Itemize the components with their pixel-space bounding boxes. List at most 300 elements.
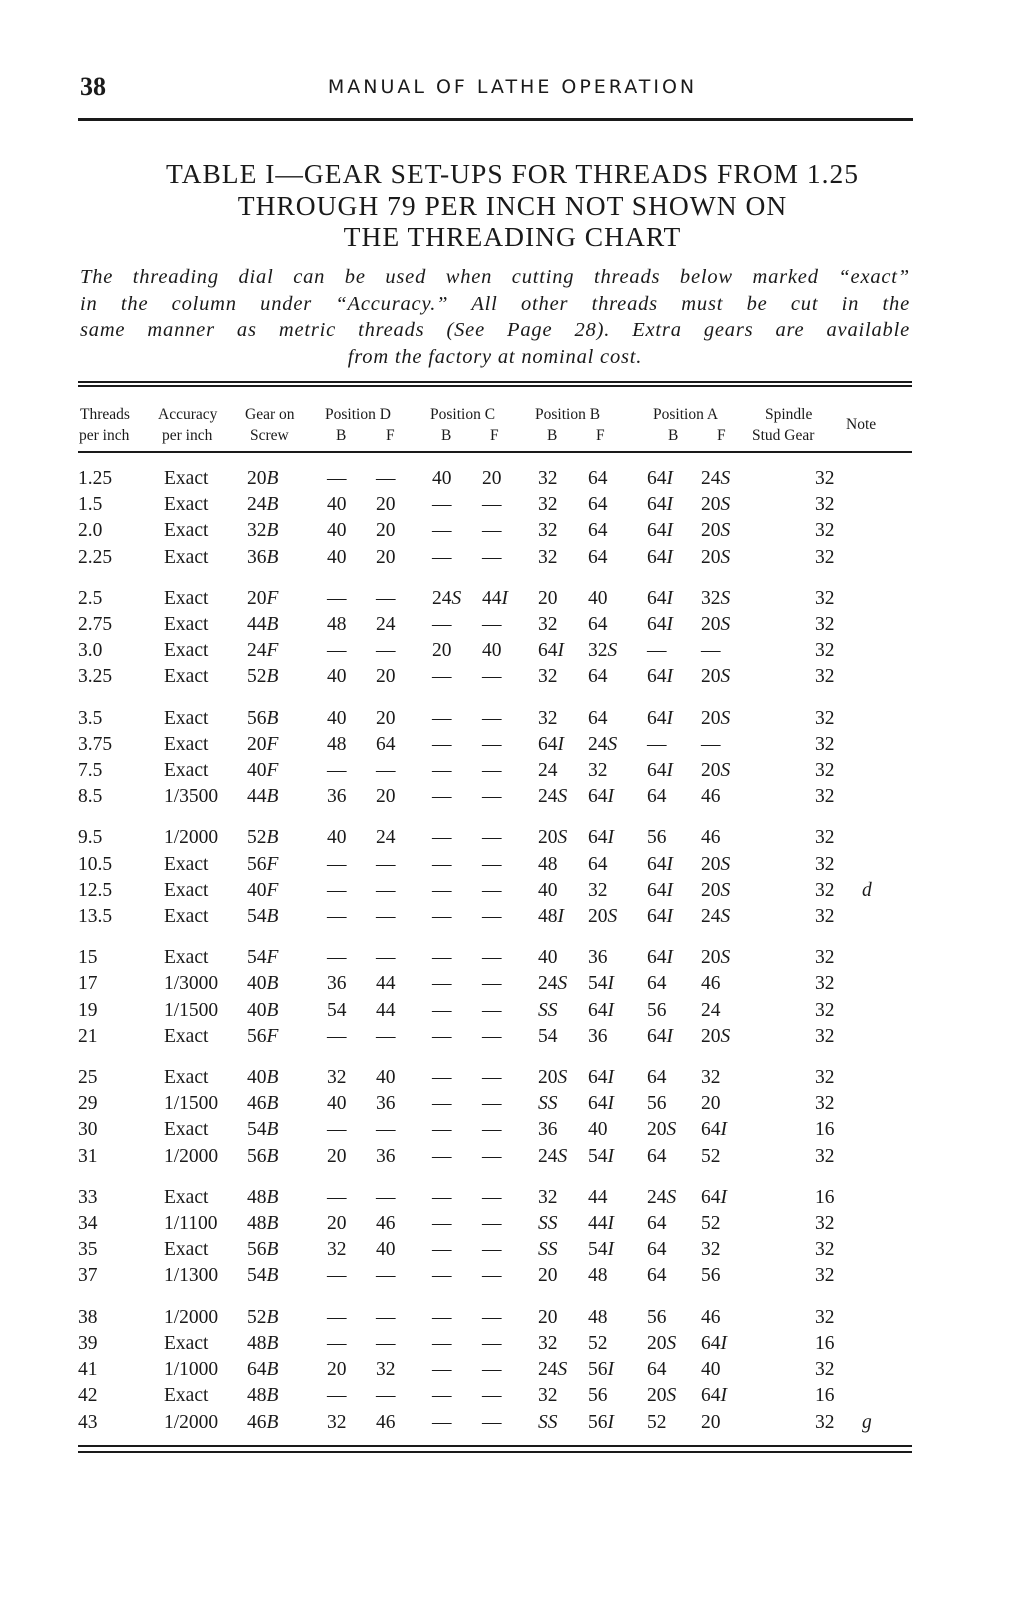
table-bottom-rule — [78, 1451, 912, 1453]
cell-position-d-b: 48 — [327, 614, 347, 636]
cell-stud-gear: 32 — [815, 786, 835, 808]
cell-accuracy: 1/2000 — [164, 1411, 219, 1433]
cell-stud-gear: 32 — [815, 1411, 835, 1433]
cell-position-a-b: 52 — [647, 1411, 667, 1433]
cell-position-b-f: 56 — [588, 1385, 608, 1407]
cell-position-a-f: 64I — [701, 1119, 727, 1141]
cell-position-d-f: 36 — [376, 1093, 396, 1115]
cell-position-a-f: 20S — [701, 879, 731, 901]
table-row — [78, 466, 910, 492]
cell-stud-gear: 32 — [815, 614, 835, 636]
cell-position-b-f: 56I — [588, 1411, 614, 1433]
cell-position-a-b: 20S — [647, 1385, 677, 1407]
cell-note — [862, 545, 910, 571]
cell-accuracy: 1/1000 — [164, 1359, 219, 1381]
cell-position-a-f: 20 — [701, 1411, 721, 1433]
cell-accuracy: Exact — [164, 879, 209, 901]
cell-note — [862, 904, 910, 930]
cell-position-b-b: 20S — [538, 827, 568, 849]
table-top-rule — [78, 385, 912, 387]
cell-position-d-f: — — [376, 1025, 396, 1047]
table-row — [78, 998, 910, 1024]
cell-position-c-f: — — [482, 1213, 502, 1235]
cell-position-d-f: 20 — [376, 666, 396, 688]
cell-position-b-f: 36 — [588, 1025, 608, 1047]
cell-threads: 34 — [78, 1213, 98, 1235]
intro-line: The threading dial can be used when cutting threads below marked “exact” — [80, 266, 910, 288]
table-row — [78, 612, 910, 638]
cell-accuracy: 1/1100 — [164, 1213, 218, 1235]
cell-gear-on-screw: 56F — [247, 1025, 279, 1047]
cell-position-c-b: 24S — [432, 587, 462, 609]
cell-gear-on-screw: 54B — [247, 1265, 279, 1287]
cell-position-d-f: 32 — [376, 1359, 396, 1381]
cell-position-a-b: 64 — [647, 1213, 667, 1235]
header-accuracy: Accuracy — [158, 406, 218, 423]
cell-position-b-f: 64I — [588, 999, 614, 1021]
cell-position-d-b: — — [327, 879, 347, 901]
cell-position-d-f: 20 — [376, 707, 396, 729]
cell-threads: 1.5 — [78, 494, 103, 516]
cell-position-a-b: 64I — [647, 879, 673, 901]
table-row — [78, 784, 910, 810]
cell-position-a-b: 64I — [647, 468, 673, 489]
cell-stud-gear: 32 — [815, 1145, 835, 1167]
cell-position-b-f: 64 — [588, 707, 608, 729]
cell-stud-gear: 32 — [815, 546, 835, 568]
cell-position-b-b: 24S — [538, 1145, 568, 1167]
cell-stud-gear: 16 — [815, 1186, 835, 1208]
cell-position-c-f: — — [482, 999, 502, 1021]
cell-position-d-b: — — [327, 906, 347, 928]
cell-stud-gear: 32 — [815, 640, 835, 662]
cell-position-a-b: 64I — [647, 760, 673, 782]
cell-position-c-f: — — [482, 1119, 502, 1141]
cell-position-c-b: — — [432, 1306, 452, 1328]
cell-threads: 37 — [78, 1265, 98, 1287]
cell-gear-on-screw: 52B — [247, 1306, 279, 1328]
table-row — [78, 1091, 910, 1117]
cell-position-d-f: 44 — [376, 973, 396, 995]
cell-position-d-f: 44 — [376, 999, 396, 1021]
cell-stud-gear: 32 — [815, 707, 835, 729]
cell-gear-on-screw: 44B — [247, 786, 279, 808]
header-threads: Threads — [80, 406, 130, 423]
cell-gear-on-screw: 48B — [247, 1213, 279, 1235]
cell-position-a-f: 20 — [701, 1093, 721, 1115]
cell-position-a-f: 24S — [701, 906, 731, 928]
cell-position-a-b: 64 — [647, 973, 667, 995]
cell-position-a-b: 64I — [647, 666, 673, 688]
cell-position-c-f: — — [482, 1385, 502, 1407]
table-row — [78, 852, 910, 878]
table-row — [78, 1331, 910, 1357]
cell-note: d — [862, 879, 872, 901]
table-row — [78, 1024, 910, 1050]
cell-position-a-b: 64 — [647, 1239, 667, 1261]
cell-note — [862, 732, 910, 758]
cell-position-d-f: 46 — [376, 1213, 396, 1235]
cell-position-a-b: 64 — [647, 1265, 667, 1287]
table-title-line: TABLE I—GEAR SET-UPS FOR THREADS FROM 1.25 — [165, 158, 860, 189]
table-row — [78, 1211, 910, 1237]
table-row — [78, 518, 910, 544]
cell-position-c-b: — — [432, 546, 452, 568]
cell-position-a-f: 56 — [701, 1265, 721, 1287]
cell-position-c-f: 44I — [482, 587, 508, 609]
cell-stud-gear: 32 — [815, 1306, 835, 1328]
cell-position-a-b: — — [647, 733, 667, 755]
cell-position-a-f: 20S — [701, 853, 731, 875]
table-row — [78, 1263, 910, 1289]
cell-accuracy: Exact — [164, 947, 209, 969]
cell-position-b-b: 32 — [538, 1385, 558, 1407]
cell-accuracy: Exact — [164, 1025, 209, 1047]
cell-threads: 25 — [78, 1067, 98, 1089]
cell-position-b-b: 64I — [538, 733, 564, 755]
cell-position-d-f: 24 — [376, 827, 396, 849]
cell-position-b-f: 20S — [588, 906, 618, 928]
cell-position-c-b: 40 — [432, 468, 452, 489]
cell-position-b-f: 54I — [588, 973, 614, 995]
cell-gear-on-screw: 56F — [247, 853, 279, 875]
cell-position-a-b: 64 — [647, 1359, 667, 1381]
cell-note — [862, 1357, 910, 1383]
cell-position-b-f: 64 — [588, 853, 608, 875]
cell-stud-gear: 32 — [815, 879, 835, 901]
cell-position-d-b: — — [327, 1385, 347, 1407]
table-title — [0, 158, 1025, 253]
header-f: F — [596, 427, 605, 444]
cell-stud-gear: 32 — [815, 1067, 835, 1089]
cell-position-a-f: 46 — [701, 827, 721, 849]
cell-stud-gear: 32 — [815, 1213, 835, 1235]
cell-position-c-f: — — [482, 947, 502, 969]
cell-note — [862, 571, 910, 612]
cell-position-b-b: SS — [538, 1239, 558, 1261]
cell-gear-on-screw: 46B — [247, 1093, 279, 1115]
cell-note — [862, 784, 910, 810]
cell-position-d-b: 20 — [327, 1359, 347, 1381]
cell-position-c-f: — — [482, 666, 502, 688]
cell-position-a-f: 24S — [701, 468, 731, 489]
cell-position-c-b: — — [432, 973, 452, 995]
cell-position-d-b: 32 — [327, 1067, 347, 1089]
cell-stud-gear: 32 — [815, 1093, 835, 1115]
cell-position-a-b: 64 — [647, 1145, 667, 1167]
table-row — [78, 758, 910, 784]
cell-position-c-b: — — [432, 1385, 452, 1407]
cell-gear-on-screw: 56B — [247, 1145, 279, 1167]
cell-position-b-b: 32 — [538, 707, 558, 729]
cell-position-b-f: 40 — [588, 1119, 608, 1141]
cell-threads: 43 — [78, 1411, 98, 1433]
cell-stud-gear: 16 — [815, 1385, 835, 1407]
header-position-a: Position A — [653, 406, 719, 423]
cell-position-b-b: SS — [538, 1213, 558, 1235]
cell-gear-on-screw: 48B — [247, 1332, 279, 1354]
header-position-d: Position D — [325, 406, 391, 423]
cell-gear-on-screw: 32B — [247, 520, 279, 542]
cell-position-d-f: — — [376, 1265, 396, 1287]
cell-position-c-f: — — [482, 786, 502, 808]
cell-position-c-b: — — [432, 1145, 452, 1167]
cell-position-c-b: — — [432, 1186, 452, 1208]
cell-accuracy: Exact — [164, 520, 209, 542]
cell-position-d-b: 20 — [327, 1213, 347, 1235]
cell-accuracy: 1/2000 — [164, 1306, 219, 1328]
cell-accuracy: 1/2000 — [164, 827, 219, 849]
cell-position-d-f: — — [376, 906, 396, 928]
cell-position-c-b: — — [432, 666, 452, 688]
cell-position-c-f: — — [482, 1411, 502, 1433]
cell-position-d-b: 40 — [327, 827, 347, 849]
cell-position-a-f: 32S — [701, 587, 731, 609]
cell-position-b-b: 32 — [538, 1332, 558, 1354]
cell-position-b-f: 64 — [588, 494, 608, 516]
cell-position-a-b: 64 — [647, 1067, 667, 1089]
cell-note — [862, 998, 910, 1024]
cell-position-d-b: 40 — [327, 546, 347, 568]
cell-position-c-b: — — [432, 786, 452, 808]
cell-position-a-b: 20S — [647, 1119, 677, 1141]
cell-position-a-b: 64I — [647, 520, 673, 542]
cell-position-b-f: 64 — [588, 666, 608, 688]
cell-position-d-f: 20 — [376, 786, 396, 808]
cell-position-b-b: SS — [538, 1093, 558, 1115]
cell-threads: 3.0 — [78, 640, 103, 662]
cell-position-b-f: 56I — [588, 1359, 614, 1381]
cell-accuracy: 1/1500 — [164, 999, 219, 1021]
cell-threads: 42 — [78, 1385, 98, 1407]
cell-position-b-b: 24S — [538, 1359, 568, 1381]
cell-stud-gear: 32 — [815, 587, 835, 609]
cell-position-d-f: 20 — [376, 520, 396, 542]
cell-threads: 17 — [78, 973, 98, 995]
cell-position-b-b: 24 — [538, 760, 558, 782]
table-row — [78, 1290, 910, 1331]
cell-position-a-f: 46 — [701, 973, 721, 995]
cell-position-a-b: 64 — [647, 786, 667, 808]
cell-accuracy: Exact — [164, 640, 209, 662]
table-row — [78, 904, 910, 930]
cell-position-c-f: — — [482, 494, 502, 516]
intro-line: from the factory at nominal cost. — [347, 345, 643, 368]
cell-note — [862, 1144, 910, 1170]
cell-note — [862, 1237, 910, 1263]
header-spindle: Stud Gear — [752, 427, 815, 444]
cell-position-c-b: — — [432, 494, 452, 516]
cell-accuracy: Exact — [164, 666, 209, 688]
cell-position-b-b: 36 — [538, 1119, 558, 1141]
cell-note — [862, 1117, 910, 1143]
cell-position-c-f: 20 — [482, 468, 502, 489]
cell-position-b-b: 32 — [538, 468, 558, 489]
cell-position-c-b: — — [432, 879, 452, 901]
cell-position-d-b: 32 — [327, 1239, 347, 1261]
cell-stud-gear: 32 — [815, 1265, 835, 1287]
cell-note: g — [862, 1411, 872, 1433]
cell-position-b-b: 32 — [538, 520, 558, 542]
cell-position-c-b: — — [432, 906, 452, 928]
cell-position-b-f: 40 — [588, 587, 608, 609]
cell-threads: 15 — [78, 947, 98, 969]
cell-accuracy: Exact — [164, 906, 209, 928]
cell-position-c-f: — — [482, 1093, 502, 1115]
cell-position-a-f: 32 — [701, 1067, 721, 1089]
cell-note — [862, 758, 910, 784]
cell-position-b-f: 48 — [588, 1306, 608, 1328]
table-bottom-rule — [78, 1445, 912, 1447]
table-row — [78, 878, 910, 904]
cell-gear-on-screw: 40B — [247, 999, 279, 1021]
cell-position-a-b: 56 — [647, 827, 667, 849]
cell-position-c-f: — — [482, 760, 502, 782]
cell-position-b-b: 32 — [538, 494, 558, 516]
cell-accuracy: Exact — [164, 1067, 209, 1089]
cell-position-a-b: 20S — [647, 1332, 677, 1354]
cell-position-c-f: — — [482, 1067, 502, 1089]
cell-position-a-f: 52 — [701, 1145, 721, 1167]
cell-position-a-f: — — [701, 640, 721, 662]
header-b: B — [668, 427, 679, 444]
cell-position-a-b: 56 — [647, 1093, 667, 1115]
cell-position-c-f: — — [482, 1025, 502, 1047]
cell-position-b-b: 24S — [538, 786, 568, 808]
cell-position-d-b: — — [327, 468, 347, 489]
header-position-b: Position B — [535, 406, 601, 423]
cell-gear-on-screw: 48B — [247, 1385, 279, 1407]
header-threads: per inch — [79, 427, 130, 444]
cell-stud-gear: 16 — [815, 1119, 835, 1141]
cell-position-b-f: 44I — [588, 1213, 614, 1235]
cell-gear-on-screw: 52B — [247, 827, 279, 849]
cell-position-a-b: 56 — [647, 999, 667, 1021]
cell-position-b-f: 64 — [588, 546, 608, 568]
page-number: 38 — [80, 72, 106, 101]
cell-position-c-f: — — [482, 906, 502, 928]
cell-position-a-f: 20S — [701, 760, 731, 782]
cell-threads: 13.5 — [78, 906, 113, 928]
cell-stud-gear: 32 — [815, 827, 835, 849]
cell-position-c-f: — — [482, 1239, 502, 1261]
header-f: F — [386, 427, 395, 444]
cell-threads: 1.25 — [78, 468, 113, 489]
cell-note — [862, 691, 910, 732]
cell-threads: 10.5 — [78, 853, 113, 875]
cell-gear-on-screw: 54B — [247, 906, 279, 928]
cell-gear-on-screw: 40B — [247, 973, 279, 995]
cell-threads: 3.25 — [78, 666, 113, 688]
cell-position-a-b: 64I — [647, 614, 673, 636]
cell-note — [862, 466, 910, 492]
cell-position-b-b: SS — [538, 1411, 558, 1433]
cell-note — [862, 1211, 910, 1237]
cell-position-d-f: — — [376, 640, 396, 662]
table-header — [0, 406, 1025, 446]
cell-gear-on-screw: 24F — [247, 640, 279, 662]
running-head: MANUAL OF LATHE OPERATION — [327, 76, 698, 98]
cell-position-d-f: 20 — [376, 546, 396, 568]
cell-stud-gear: 32 — [815, 853, 835, 875]
cell-accuracy: Exact — [164, 494, 209, 516]
cell-position-a-f: — — [701, 733, 721, 755]
cell-position-d-b: 32 — [327, 1411, 347, 1433]
cell-stud-gear: 32 — [815, 760, 835, 782]
cell-accuracy: Exact — [164, 614, 209, 636]
cell-position-d-f: — — [376, 1385, 396, 1407]
cell-position-b-b: 32 — [538, 1186, 558, 1208]
intro-line: same manner as metric threads (See Page 28). Extra gears are available — [80, 319, 910, 341]
cell-position-c-f: — — [482, 879, 502, 901]
cell-note — [862, 1263, 910, 1289]
cell-position-c-b: — — [432, 1119, 452, 1141]
cell-stud-gear: 32 — [815, 1025, 835, 1047]
cell-gear-on-screw: 44B — [247, 614, 279, 636]
cell-position-b-f: 64 — [588, 520, 608, 542]
cell-gear-on-screw: 40F — [247, 760, 279, 782]
cell-note — [862, 518, 910, 544]
cell-position-b-b: 54 — [538, 1025, 558, 1047]
cell-position-b-f: 54I — [588, 1145, 614, 1167]
cell-position-d-b: 40 — [327, 520, 347, 542]
cell-position-b-f: 64I — [588, 786, 614, 808]
cell-position-a-b: 64I — [647, 707, 673, 729]
cell-position-c-b: — — [432, 1025, 452, 1047]
table-row — [78, 1357, 910, 1383]
cell-position-d-f: — — [376, 1332, 396, 1354]
cell-position-d-b: — — [327, 1119, 347, 1141]
cell-position-d-f: 40 — [376, 1067, 396, 1089]
cell-position-b-f: 24S — [588, 733, 618, 755]
cell-threads: 2.25 — [78, 546, 113, 568]
cell-threads: 38 — [78, 1306, 98, 1328]
header-f: F — [490, 427, 499, 444]
cell-threads: 29 — [78, 1093, 98, 1115]
cell-note — [862, 1170, 910, 1211]
cell-accuracy: Exact — [164, 1239, 209, 1261]
cell-position-c-f: — — [482, 520, 502, 542]
cell-note — [862, 664, 910, 690]
cell-position-d-b: 40 — [327, 1093, 347, 1115]
cell-position-c-b: — — [432, 853, 452, 875]
table-row — [78, 1170, 910, 1211]
cell-position-d-b: — — [327, 640, 347, 662]
cell-position-c-b: — — [432, 999, 452, 1021]
cell-position-b-f: 64 — [588, 468, 608, 489]
cell-position-a-b: 64I — [647, 1025, 673, 1047]
cell-accuracy: Exact — [164, 707, 209, 729]
cell-position-d-b: 48 — [327, 733, 347, 755]
cell-position-a-f: 46 — [701, 786, 721, 808]
cell-position-a-f: 20S — [701, 520, 731, 542]
cell-threads: 3.75 — [78, 733, 113, 755]
cell-threads: 2.5 — [78, 587, 103, 609]
cell-position-a-b: 64I — [647, 546, 673, 568]
cell-position-b-f: 52 — [588, 1332, 608, 1354]
cell-position-a-f: 64I — [701, 1186, 727, 1208]
cell-gear-on-screw: 56B — [247, 707, 279, 729]
cell-note — [862, 638, 910, 664]
cell-accuracy: Exact — [164, 760, 209, 782]
cell-position-d-b: 36 — [327, 786, 347, 808]
cell-accuracy: Exact — [164, 1385, 209, 1407]
cell-position-b-b: 64I — [538, 640, 564, 662]
cell-position-a-f: 20S — [701, 494, 731, 516]
table-row — [78, 638, 910, 664]
cell-gear-on-screw: 52B — [247, 666, 279, 688]
table-row — [78, 691, 910, 732]
